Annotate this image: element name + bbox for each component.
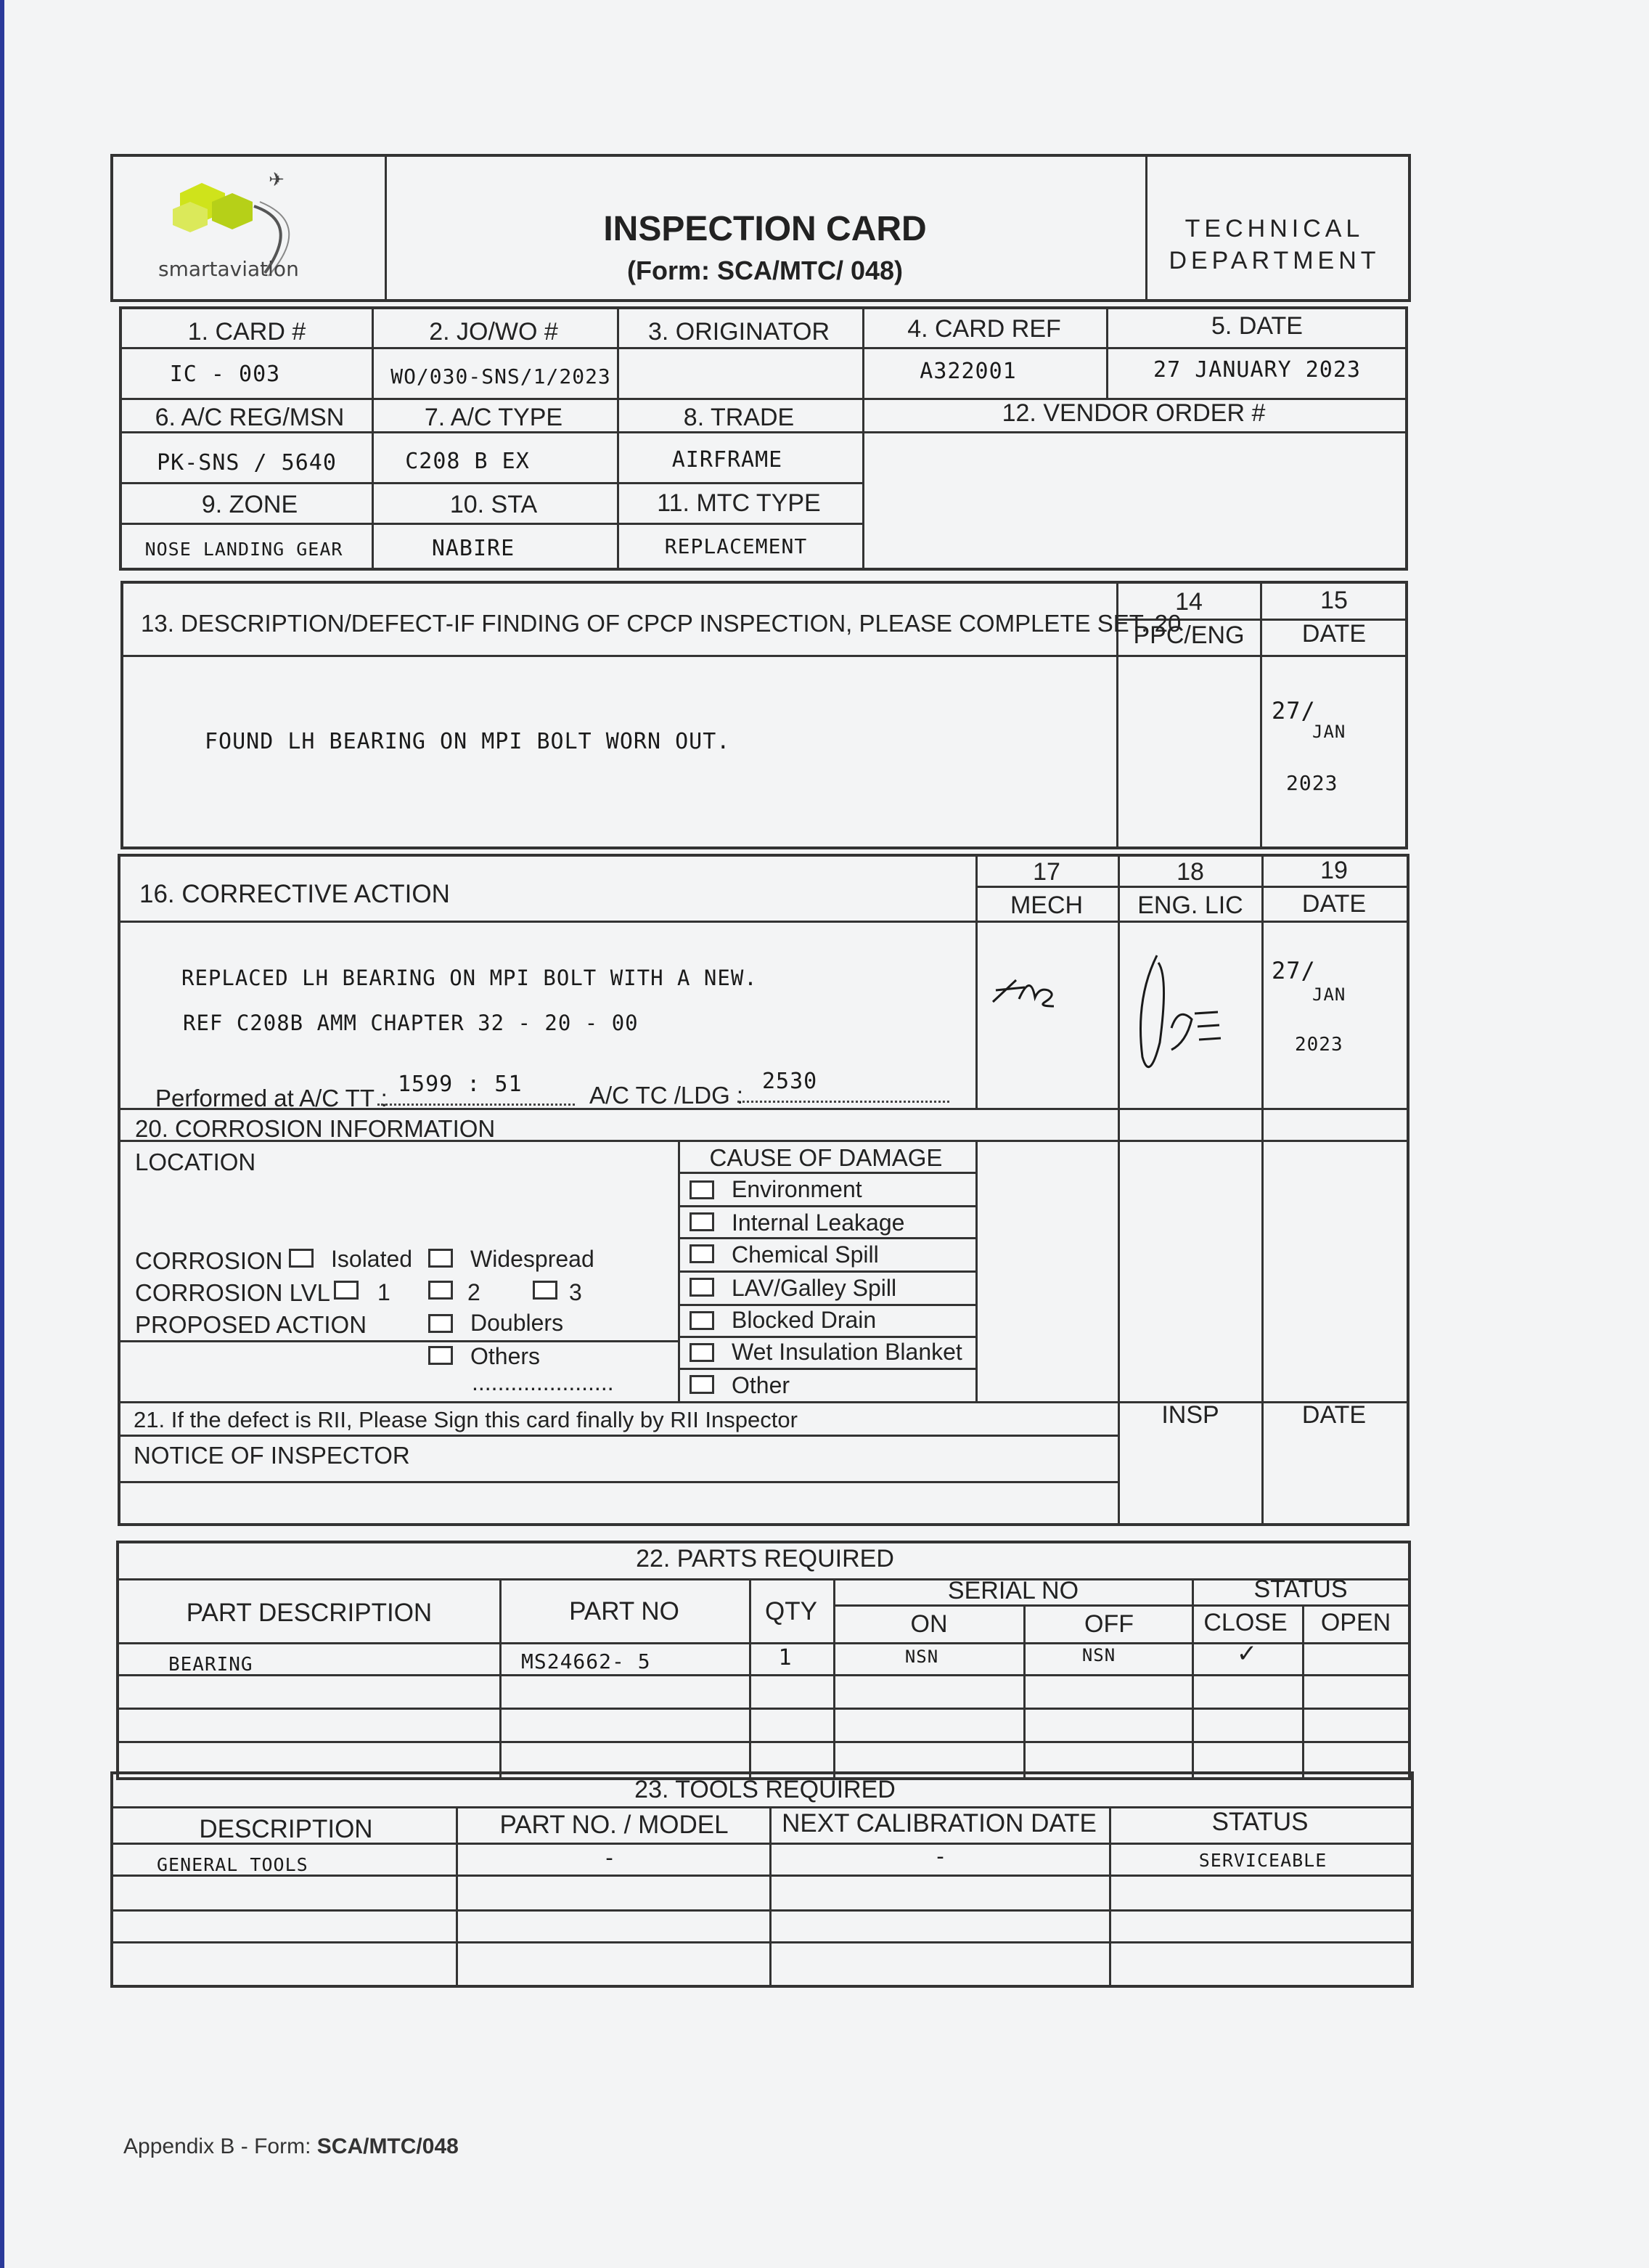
grid-line bbox=[499, 1578, 502, 1780]
doublers-checkbox[interactable] bbox=[428, 1314, 453, 1333]
corrective-action-label: 16. CORRECTIVE ACTION bbox=[139, 880, 450, 908]
appendix-prefix: Appendix B - Form: bbox=[123, 2134, 317, 2158]
grid-line bbox=[119, 523, 862, 525]
engineer-signature bbox=[1128, 934, 1237, 1086]
tool-status-cell: SERVICEABLE bbox=[1198, 1850, 1327, 1871]
internal-leakage-checkbox[interactable] bbox=[690, 1212, 714, 1231]
tool-model-header: PART NO. / MODEL bbox=[499, 1811, 729, 1839]
blocked-drain-label: Blocked Drain bbox=[732, 1307, 877, 1333]
status-close-checkmark: ✓ bbox=[1236, 1639, 1258, 1668]
jowo-value: WO/030-SNS/1/2023 bbox=[390, 364, 611, 388]
corrective-action-line-1: REPLACED LH BEARING ON MPI BOLT WITH A NEW. bbox=[181, 966, 758, 990]
tool-status-header: STATUS bbox=[1211, 1808, 1309, 1836]
ac-reg-label: 6. A/C REG/MSN bbox=[155, 404, 345, 431]
blocked-drain-checkbox[interactable] bbox=[690, 1311, 714, 1330]
header-divider bbox=[1145, 154, 1147, 302]
mech-label: MECH bbox=[1010, 892, 1084, 919]
grid-line bbox=[1118, 854, 1120, 1526]
serial-off-header: OFF bbox=[1084, 1610, 1134, 1638]
tools-required-title: 23. TOOLS REQUIRED bbox=[634, 1776, 896, 1803]
grid-line bbox=[110, 1941, 1414, 1943]
description-date-month: JAN bbox=[1312, 722, 1346, 742]
calibration-date-header: NEXT CALIBRATION DATE bbox=[782, 1809, 1097, 1837]
serial-on-cell: NSN bbox=[904, 1647, 939, 1667]
tool-description-cell: GENERAL TOOLS bbox=[157, 1854, 308, 1875]
zone-value: NOSE LANDING GEAR bbox=[144, 539, 343, 560]
grid-line bbox=[116, 1674, 1411, 1676]
parts-required-title: 22. PARTS REQUIRED bbox=[636, 1545, 894, 1572]
wet-insulation-label: Wet Insulation Blanket bbox=[732, 1339, 962, 1365]
date-value: 27 JANUARY 2023 bbox=[1153, 357, 1361, 383]
chemical-spill-checkbox[interactable] bbox=[690, 1244, 714, 1263]
qty-cell: 1 bbox=[778, 1645, 793, 1671]
defect-description: FOUND LH BEARING ON MPI BOLT WORN OUT. bbox=[205, 729, 731, 754]
others-dots: ...................... bbox=[472, 1369, 614, 1395]
calibration-date-cell: - bbox=[933, 1844, 948, 1869]
level-3-label: 3 bbox=[569, 1279, 582, 1305]
card-ref-value: A322001 bbox=[920, 359, 1017, 384]
grid-line bbox=[1106, 306, 1108, 398]
proposed-action-label: PROPOSED ACTION bbox=[135, 1311, 367, 1338]
grid-line bbox=[678, 1237, 975, 1239]
grid-line bbox=[110, 1909, 1414, 1912]
wet-insulation-checkbox[interactable] bbox=[690, 1343, 714, 1362]
grid-line bbox=[678, 1270, 975, 1273]
mech-number: 17 bbox=[1033, 858, 1060, 886]
corrosion-info-label: 20. CORROSION INFORMATION bbox=[135, 1115, 496, 1142]
form-number: (Form: SCA/MTC/ 048) bbox=[626, 256, 904, 285]
grid-line bbox=[835, 1604, 1411, 1607]
department-line-1: TECHNICAL bbox=[1184, 215, 1364, 242]
grid-line bbox=[116, 1578, 1411, 1580]
jowo-label: 2. JO/WO # bbox=[429, 318, 558, 346]
header-divider bbox=[385, 154, 387, 302]
part-description-cell: BEARING bbox=[168, 1654, 253, 1676]
company-logo bbox=[145, 164, 363, 287]
grid-line bbox=[1302, 1604, 1304, 1780]
grid-line bbox=[116, 1708, 1411, 1710]
description-date-label: DATE bbox=[1301, 620, 1367, 648]
eng-lic-number: 18 bbox=[1177, 858, 1204, 886]
serial-off-cell: NSN bbox=[1081, 1645, 1116, 1665]
grid-line bbox=[119, 347, 1408, 349]
performed-at-label: Performed at A/C TT : bbox=[155, 1085, 388, 1111]
corrosion-label: CORROSION bbox=[135, 1247, 283, 1274]
tool-description-header: DESCRIPTION bbox=[199, 1815, 373, 1843]
ac-type-value: C208 B EX bbox=[405, 449, 530, 474]
performed-at-dots bbox=[377, 1104, 575, 1106]
part-no-cell: MS24662- 5 bbox=[521, 1649, 651, 1673]
date-label: 5. DATE bbox=[1211, 312, 1303, 340]
card-number-value: IC - 003 bbox=[169, 362, 281, 387]
eng-lic-label: ENG. LIC bbox=[1137, 892, 1243, 919]
mechanic-signature bbox=[987, 966, 1067, 1016]
grid-line bbox=[1109, 1806, 1111, 1988]
ppc-eng-label: PPC/ENG bbox=[1133, 621, 1245, 649]
other-cause-checkbox[interactable] bbox=[690, 1375, 714, 1394]
corrective-date-year: 2023 bbox=[1295, 1034, 1343, 1056]
ac-reg-value: PK-SNS / 5640 bbox=[157, 450, 337, 476]
description-date-day: 27/ bbox=[1272, 697, 1316, 725]
grid-line bbox=[1261, 854, 1264, 1526]
rii-date-label: DATE bbox=[1301, 1401, 1367, 1429]
part-no-header: PART NO bbox=[569, 1597, 679, 1625]
performed-at-value: 1599 : 51 bbox=[398, 1072, 523, 1097]
widespread-label: Widespread bbox=[470, 1246, 594, 1272]
grid-line bbox=[769, 1806, 772, 1988]
ac-type-label: 7. A/C TYPE bbox=[424, 404, 563, 431]
tool-model-cell: - bbox=[602, 1845, 617, 1871]
appendix-footer bbox=[123, 2134, 459, 2159]
grid-line bbox=[118, 1340, 678, 1342]
grid-line bbox=[1192, 1578, 1194, 1780]
grid-line bbox=[678, 1336, 975, 1338]
description-label: 13. DESCRIPTION/DEFECT-IF FINDING OF CPCP INSPECTION, PLEASE COMPLETE SET. 20 bbox=[141, 610, 1182, 637]
grid-line bbox=[118, 1481, 1119, 1483]
status-open-header: OPEN bbox=[1320, 1609, 1391, 1636]
grid-line bbox=[120, 655, 1408, 657]
lav-galley-spill-checkbox[interactable] bbox=[690, 1278, 714, 1297]
grid-line bbox=[372, 306, 374, 571]
trade-value: AIRFRAME bbox=[671, 447, 783, 473]
status-close-header: CLOSE bbox=[1203, 1609, 1288, 1636]
status-header: STATUS bbox=[1253, 1575, 1348, 1603]
ppc-eng-number: 14 bbox=[1175, 588, 1203, 616]
form-title: INSPECTION CARD bbox=[603, 210, 927, 248]
vendor-order-label: 12. VENDOR ORDER # bbox=[1002, 399, 1266, 427]
widespread-checkbox[interactable] bbox=[428, 1249, 453, 1268]
scan-edge bbox=[0, 0, 4, 2268]
serial-on-header: ON bbox=[910, 1610, 948, 1638]
level-1-checkbox[interactable] bbox=[334, 1281, 359, 1300]
description-date-year: 2023 bbox=[1286, 771, 1338, 795]
ac-tc-ldg-dots bbox=[737, 1101, 949, 1103]
doublers-label: Doublers bbox=[470, 1310, 564, 1336]
appendix-form-number: SCA/MTC/048 bbox=[316, 2134, 459, 2158]
grid-line bbox=[116, 1741, 1411, 1743]
grid-line bbox=[678, 1205, 975, 1207]
location-label: LOCATION bbox=[135, 1149, 256, 1175]
zone-label: 9. ZONE bbox=[201, 491, 298, 518]
corrective-date-label: DATE bbox=[1301, 890, 1367, 918]
grid-line bbox=[975, 1140, 978, 1401]
corrective-date-month: JAN bbox=[1312, 984, 1346, 1005]
corrective-date-number: 19 bbox=[1320, 857, 1348, 884]
grid-line bbox=[678, 1304, 975, 1306]
cause-of-damage-title: CAUSE OF DAMAGE bbox=[709, 1144, 943, 1171]
isolated-checkbox[interactable] bbox=[289, 1249, 314, 1268]
environment-checkbox[interactable] bbox=[690, 1180, 714, 1199]
grid-line bbox=[678, 1368, 975, 1370]
grid-line bbox=[116, 1642, 1411, 1644]
notice-of-inspector-label: NOTICE OF INSPECTOR bbox=[134, 1442, 410, 1469]
card-ref-label: 4. CARD REF bbox=[907, 315, 1061, 343]
ac-tc-ldg-label: A/C TC /LDG : bbox=[589, 1082, 744, 1109]
description-date-number: 15 bbox=[1320, 587, 1348, 614]
chemical-spill-label: Chemical Spill bbox=[732, 1241, 879, 1268]
qty-header: QTY bbox=[765, 1597, 817, 1625]
grid-line bbox=[678, 1172, 975, 1174]
ac-tc-ldg-value: 2530 bbox=[762, 1069, 818, 1094]
trade-label: 8. TRADE bbox=[683, 404, 795, 431]
grid-line bbox=[1023, 1604, 1026, 1780]
isolated-label: Isolated bbox=[331, 1246, 413, 1272]
card-number-label: 1. CARD # bbox=[187, 318, 306, 346]
svg-text:✈: ✈ bbox=[269, 169, 285, 191]
grid-line bbox=[118, 921, 1409, 923]
logo-text: smartaviation bbox=[158, 257, 299, 281]
sta-label: 10. STA bbox=[449, 491, 538, 518]
mtc-type-value: REPLACEMENT bbox=[664, 534, 808, 558]
corrective-action-line-2: REF C208B AMM CHAPTER 32 - 20 - 00 bbox=[183, 1011, 639, 1035]
grid-line bbox=[119, 482, 862, 484]
grid-line bbox=[617, 306, 619, 571]
corrosion-level-label: CORROSION LVL bbox=[135, 1279, 330, 1306]
level-3-checkbox[interactable] bbox=[533, 1281, 557, 1300]
rii-instruction: 21. If the defect is RII, Please Sign this card finally by RII Inspector bbox=[134, 1407, 798, 1432]
part-description-header: PART DESCRIPTION bbox=[186, 1599, 433, 1627]
grid-line bbox=[1260, 581, 1262, 849]
internal-leakage-label: Internal Leakage bbox=[732, 1210, 905, 1236]
other-cause-label: Other bbox=[732, 1372, 790, 1398]
department-line-2: DEPARTMENT bbox=[1169, 247, 1380, 274]
parts-required-table bbox=[116, 1541, 1411, 1780]
grid-line bbox=[862, 306, 864, 571]
originator-label: 3. ORIGINATOR bbox=[647, 318, 830, 346]
serial-no-header: SERIAL NO bbox=[947, 1577, 1079, 1604]
level-1-label: 1 bbox=[377, 1279, 390, 1305]
grid-line bbox=[833, 1578, 835, 1780]
environment-label: Environment bbox=[732, 1176, 862, 1202]
level-2-label: 2 bbox=[467, 1279, 480, 1305]
others-checkbox[interactable] bbox=[428, 1346, 453, 1365]
grid-line bbox=[456, 1806, 458, 1988]
grid-line bbox=[975, 854, 978, 1108]
grid-line bbox=[749, 1578, 751, 1780]
sta-value: NABIRE bbox=[431, 536, 515, 561]
mtc-type-label: 11. MTC TYPE bbox=[657, 489, 821, 517]
rii-insp-label: INSP bbox=[1161, 1401, 1219, 1429]
level-2-checkbox[interactable] bbox=[428, 1281, 453, 1300]
lav-galley-spill-label: LAV/Galley Spill bbox=[732, 1275, 897, 1301]
others-label: Others bbox=[470, 1343, 541, 1369]
grid-line bbox=[118, 1435, 1119, 1437]
corrective-date-day: 27/ bbox=[1272, 957, 1316, 984]
